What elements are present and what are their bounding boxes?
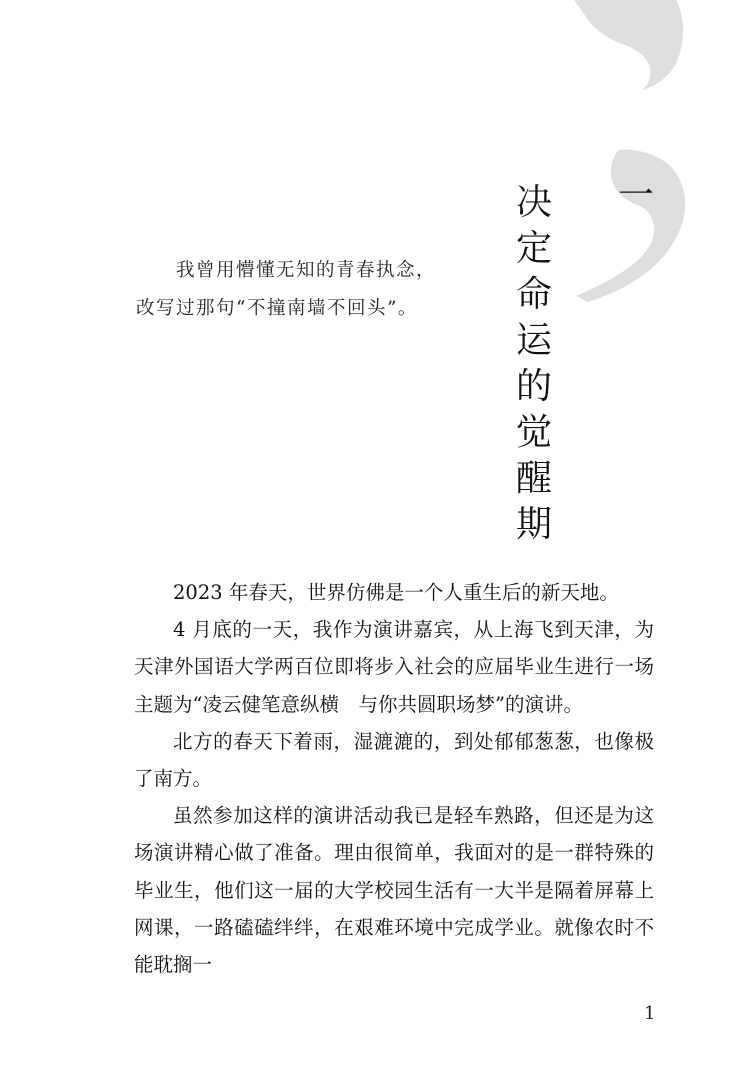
chapter-number: 一 [618,175,655,216]
epigraph-line: 改写过那句“不撞南墙不回头”。 [136,298,418,319]
body-paragraph: 北方的春天下着雨，湿漉漉的，到处郁郁葱葱，也像极了南方。 [134,729,654,791]
epigraph-line: 我曾用懵懂无知的青春执念， [176,260,437,281]
side-brush-stroke [576,150,685,303]
chapter-title: 决定命运的觉醒期 [516,182,553,545]
body-paragraph: 4 月底的一天，我作为演讲嘉宾，从上海飞到天津，为天津外国语大学两百位即将步入社会的应届毕业生进行一场主题为“凌云健笔意纵横 与你共圆职场梦”的演讲。 [134,618,654,716]
top-brush-stroke [574,0,683,90]
page-number: 1 [644,1003,656,1024]
body-text [134,574,654,983]
epigraph [136,252,476,328]
body-paragraph: 2023 年春天，世界仿佛是一个人重生后的新天地。 [173,581,619,604]
body-paragraph: 虽然参加这样的演讲活动我已是轻车熟路，但还是为这场演讲精心做了准备。理由很简单，我面对的是一群特殊的毕业生，他们这一届的大学校园生活有一大半是隔着屏幕上网课，一路磕磕绊绊，在艰难环境中完成学业。就像农时不能耽搁一 [134,804,654,977]
